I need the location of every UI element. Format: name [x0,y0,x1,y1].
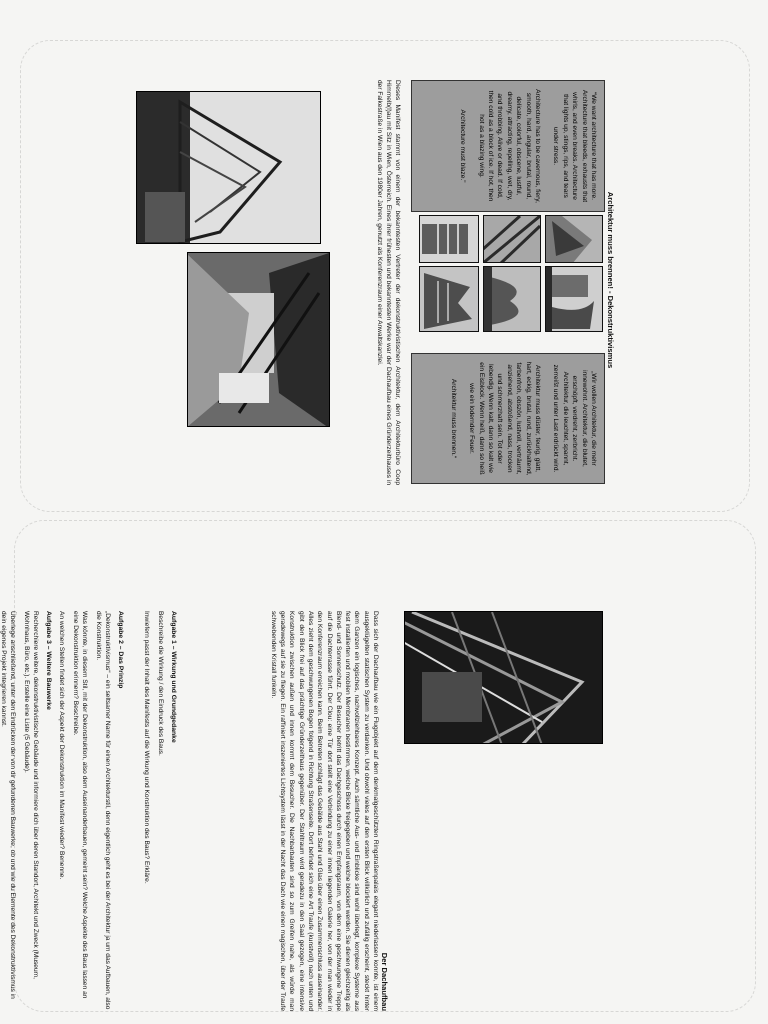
interior-photo [187,252,330,427]
task-line: Was könnte, in diesem Stil, mit der Dekonstruktion, also dem Auseinanderbauen, gemeint sein? Welche Aspekte des Baus lassen an eine Dekonstruktion erinnern? Beschreibe. [72,611,88,999]
task-title: Aufgabe 1 – Wirkung und Grundgedanke [170,611,177,743]
quote-paragraph: “We want architecture that has more. Architecture that bleeds, exhausts that whirls, and even breaks. Architecture that lights up, stings, rips, and tears under stress. [552,89,597,203]
task-2 [52,611,125,1011]
quote-box-english [411,80,605,212]
rooftop-photo [136,91,321,244]
quote-paragraph: Architecture must blaze.” [459,109,467,183]
task-3 [0,611,53,1011]
intro-paragraph: Dieses Manifest stammt von einem der bekanntesten Vertreter der dekonstruktivistischen Architektur, dem Architekturbüro Coop Himmelb(l)au mit Sitz in Wien, Österreich. Eines ihrer frühesten und bekanntesten Werke war der Dachaufbau eines Gründerzeithauses in der Falkestraße in Wien aus den 1980er Jahren, genutzt als Konferenzraum einer Anwaltskanzlei. [376,80,401,485]
thumbnail-photo [545,266,603,332]
section-body: Dass sich der Dachaufbau wie ein Flugobjekt auf dem denkmalgeschützten Ringstraßenpalais elegant niederlassen konnte, ist einem ausgeklügelten statischen System zu verdanken. Und obwohl vieles auf den ersten Blick willkürlich und zufällig erscheint, steckt hinter dem Ganzen ein logisches, nachvollziehbares Konzept. Auch sämtliche Aus- und Einblicke sind wohl überlegt, komplexe Systeme aus fest installierten und mobilen Membranen bestimmen, welche Blicke freigegeben und welche blockiert werden. Sie dienen gleichzeitig als Blend- und Sonnenschutz. Der Besucher betritt das Dachgeschoss durch einen Empfangsraum, von dem eine geschwungene Treppe auf die Dachterrasse führt. Der Clou: eine Tür dort stellt eine Verbindung zu einer innen liegenden Galerie her, von der man wieder in den Konferenzraum erreichen kann. Beim Betreten schlägt das Gebälde aus Stahl und Glas über einen Zusammenschluss auseinander. Alles zieht dem geschwungenen Bogen folgend in Richtung Straßenseite. Dort befindet sich eine Art Traufe (kunstvoll) nach unten und gibt den Blick frei auf das prächtige Gründerzeithaus gegenüber. Der Stahltraum wird geradezu in den Saal gezogen, eine intensive Konstruktion zwischen außen und innen kommt dem Besucher. Die Nachbarbauten sind so zum Greifen nahe, als würde man geradewegs auf sie zu fliegen. Ein raffiniert inszeniertes Lichtsystem lässt in der Nacht das Dach wie einen magischen, über der Traufe schwebenden Kristall funkeln. [269,611,379,1011]
task-line: Beschreibe die Wirkung / den Eindruck des Baus. [157,611,164,756]
quote-paragraph: „Wir wollen Architektur, die mehr innewohnt. Architektur, die blutet, erschöpft, verdreht, zerbricht. Architektur, die leuchtet, spannt, zerreißt und unter Last erdrückt wird. [552,364,597,473]
thumbnail-photo [545,215,603,263]
thumbnail-photo [419,215,479,263]
task-line: Überlege anschließend, unter den Eindrücken der von dir gefundenen Bauwerke, ob und wie du Elemente des Dekonstruktivismus in dein eigenes Projekt integrieren kannst. [0,611,16,999]
quote-box-german [411,353,605,484]
task-title: Aufgabe 2 – Das Prinzip [117,611,124,689]
task-title: Aufgabe 3 – Weitere Bauwerke [45,611,52,710]
task-line: Inwiefern passt der Inhalt des Manifests auf die Wirkung und Konstruktion des Baus? Erkläre. [143,611,150,884]
quote-paragraph: Architecture has to be cavernous, fiery, smooth, hard, angular, brutal, round, delicate, colorful, obscene, lustful, dreamy, attracting, repelling, wet, dry, and throbbing. Alive or dead. If cold, then cold as a block of ice. If hot, then hot as a blazing wing. [477,89,541,203]
task-line: „Dekonstruktivismus“ – ein seltsamer Name für einen Architekturstil, denn eigentlich geht es bei der Architektur ja um das Aufbauen, also die Konstruktion. [95,611,111,1010]
thumbnail-photo [483,266,541,332]
thumbnail-photo [483,215,541,263]
task-line: Recherchiere weitere, dekonstruktivistische Gebäude und informiere dich über deren Standort, Architekt und Zweck (Museum, Wohnhaus, Büro, etc.). Erstelle eine Liste (5 Gebäude). [23,611,39,979]
quote-paragraph: Architektur muss brennen.“ [449,378,457,459]
page-title: Architektur muss brennen! - Dekonstruktivismus [606,191,615,369]
thumbnail-photo [419,266,479,332]
section-heading: Der Dachaufbau [380,952,389,1011]
right-page [0,512,768,1024]
task-line: An welchen Stellen findet sich der Aspekt der Dekonstruktion im Manifest wieder? Benenne. [58,611,65,880]
roof-structure-photo [404,611,603,744]
quote-paragraph: Architektur muss düster, feurig, glatt, hart, eckig, brutal, rund, zurückhaltend, farbenfroh, obszön, lustvoll, verträumt, anziehend, abstoßend, nass, trocken und schmerzhaft sein. Tot oder lebendig. Wenn kalt, dann so kalt wie ein Eisblock. Wenn heiß, dann so heiß wie ein lodernder Feuer. [468,361,541,476]
task-1 [137,611,178,1011]
